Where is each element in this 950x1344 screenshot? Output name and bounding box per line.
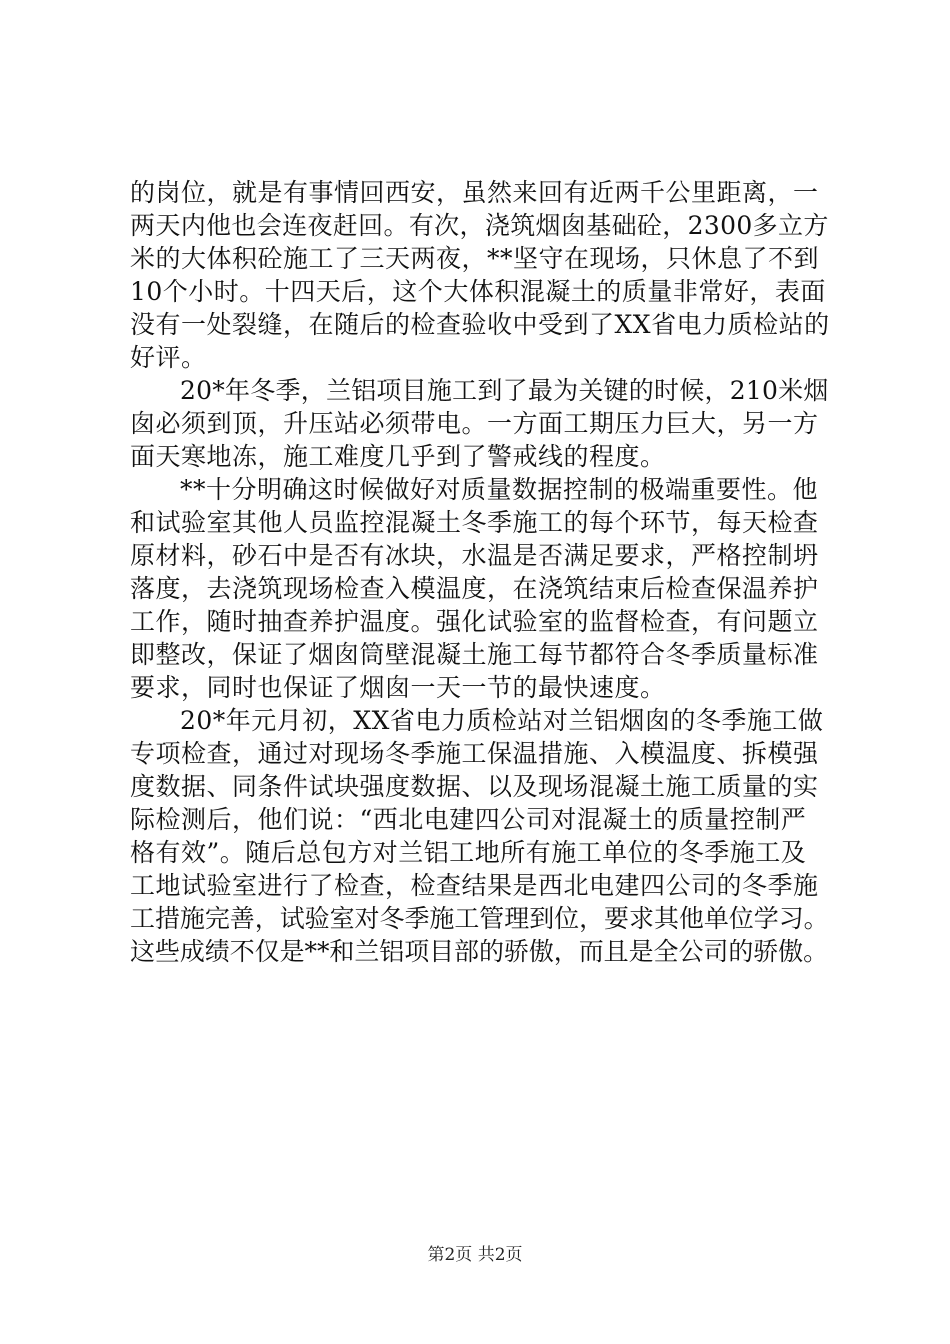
paragraph-line: 工作，随时抽查养护温度。强化试验室的监督检查，有问题立 — [130, 607, 819, 636]
paragraph-line: 囱必须到顶，升压站必须带电。一方面工期压力巨大，另一方 — [130, 409, 819, 438]
paragraph-line: 格有效”。随后总包方对兰铝工地所有施工单位的冬季施工及 — [130, 838, 807, 867]
page-footer: 第2页 共2页 — [427, 1245, 523, 1265]
paragraph-line: 10个小时。十四天后，这个大体积混凝土的质量非常好，表面 — [130, 277, 826, 306]
paragraph-line: 际检测后，他们说：“西北电建四公司对混凝土的质量控制严 — [130, 805, 807, 834]
paragraph-line: 原材料，砂石中是否有冰块，水温是否满足要求，严格控制坍 — [130, 541, 819, 570]
document-body — [130, 176, 830, 968]
paragraph-line: 两天内他也会连夜赶回。有次，浇筑烟囱基础砼，2300多立方 — [130, 211, 829, 240]
paragraph-line: 度数据、同条件试块强度数据、以及现场混凝土施工质量的实 — [130, 772, 819, 801]
paragraph-line: 和试验室其他人员监控混凝土冬季施工的每个环节，每天检查 — [130, 508, 819, 537]
paragraph-line: 落度，去浇筑现场检查入模温度，在浇筑结束后检查保温养护 — [130, 574, 819, 603]
paragraph-line: **十分明确这时候做好对质量数据控制的极端重要性。他 — [180, 475, 819, 504]
paragraph-line: 工地试验室进行了检查，检查结果是西北电建四公司的冬季施 — [130, 871, 819, 900]
paragraph-line: 这些成绩不仅是**和兰铝项目部的骄傲，而且是全公司的骄傲。 — [130, 937, 829, 966]
paragraph-line: 好评。 — [130, 343, 207, 372]
paragraph-line: 20*年元月初，XX省电力质检站对兰铝烟囱的冬季施工做 — [180, 706, 824, 735]
paragraph-line: 面天寒地冻，施工难度几乎到了警戒线的程度。 — [130, 442, 666, 471]
paragraph-line: 的岗位，就是有事情回西安，虽然来回有近两千公里距离，一 — [130, 178, 819, 207]
paragraph-line: 20*年冬季，兰铝项目施工到了最为关键的时候，210米烟 — [180, 376, 829, 405]
paragraph-line: 专项检查，通过对现场冬季施工保温措施、入模温度、拆模强 — [130, 739, 819, 768]
paragraph-line: 工措施完善，试验室对冬季施工管理到位，要求其他单位学习。 — [130, 904, 829, 933]
paragraph-line: 即整改，保证了烟囱筒壁混凝土施工每节都符合冬季质量标准 — [130, 640, 819, 669]
paragraph-line: 要求，同时也保证了烟囱一天一节的最快速度。 — [130, 673, 666, 702]
paragraph-line: 米的大体积砼施工了三天两夜，**坚守在现场，只休息了不到 — [130, 244, 820, 273]
paragraph-line: 没有一处裂缝，在随后的检查验收中受到了XX省电力质检站的 — [130, 310, 830, 339]
